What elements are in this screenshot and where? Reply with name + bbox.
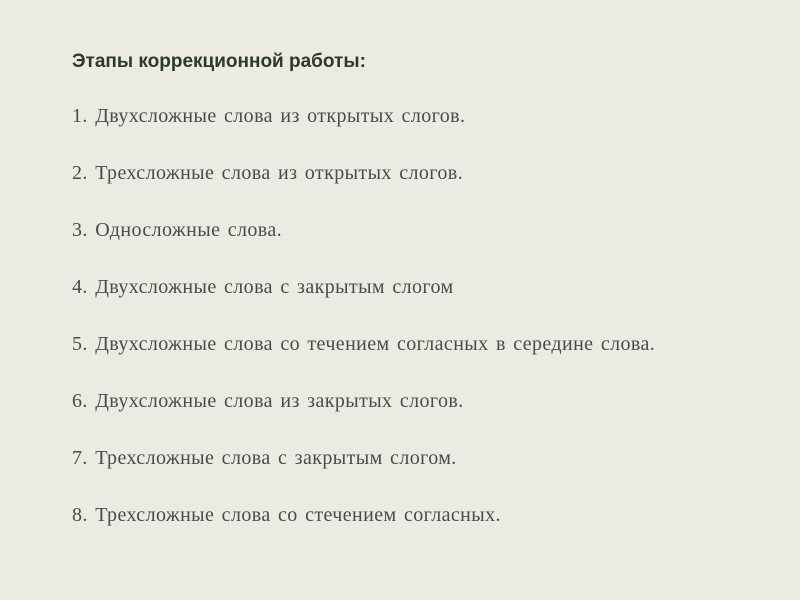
stage-item-5: 5. Двухсложные слова со течением согласных в середине слова. — [72, 333, 656, 355]
stage-item-6: 6. Двухсложные слова из закрытых слогов. — [72, 390, 464, 412]
stage-item-8: 8. Трехсложные слова со стечением согласных. — [72, 504, 501, 526]
slide-content — [72, 50, 742, 528]
stage-item-7: 7. Трехсложные слова с закрытым слогом. — [72, 447, 457, 469]
stage-item-3: 3. Односложные слова. — [72, 219, 283, 241]
stage-item-4: 4. Двухсложные слова с закрытым слогом — [72, 276, 454, 298]
stage-list — [72, 103, 742, 528]
slide-title: Этапы коррекционной работы: — [72, 51, 366, 72]
stage-item-2: 2. Трехсложные слова из открытых слогов. — [72, 162, 464, 184]
stage-item-1: 1. Двухсложные слова из открытых слогов. — [72, 105, 466, 127]
